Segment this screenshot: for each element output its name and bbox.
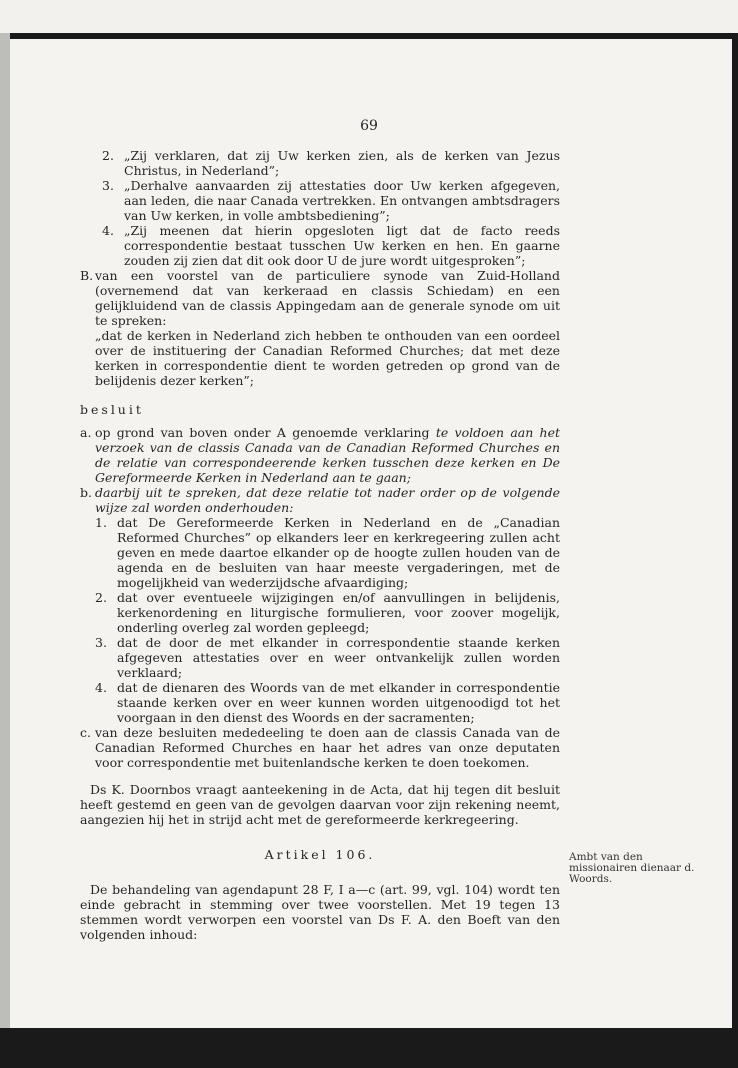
decision-a-plain: op grond van boven onder A genoemde verklaring [95, 425, 436, 440]
item-text: dat de dienaren des Woords van de met elkander in correspondentie staande kerken over en weer kunnen worden uitgenoodigd tot het voorgaan in den dienst des Woords en der sacramenten; [117, 680, 560, 725]
decision-a [80, 425, 560, 485]
item-text: van een voorstel van de particuliere synode van Zuid-Holland (overnemend dat van kerkeraad en classis Schiedam) en een gelijkluidend van de classis Appingedam aan de generale synode om uit te spreken: [95, 268, 560, 328]
item-label: 3. [102, 178, 114, 193]
item-quote: „dat de kerken in Nederland zich hebben te onthouden van een oordeel over de instituering der Canadian Reformed Churches; dat met deze kerken in correspondentie dient te worden getreden op grond van de belijdenis dezer kerken”; [95, 328, 560, 388]
page-content [80, 148, 560, 942]
sub-item [95, 590, 560, 635]
margin-note: Ambt van den missionairen dienaar d. Woords. [569, 851, 695, 885]
item-label: c. [80, 725, 91, 740]
scan-border-right [732, 33, 738, 1033]
item-text: „Zij verklaren, dat zij Uw kerken zien, als de kerken van Jezus Christus, in Nederland”; [124, 148, 560, 178]
item-label: b. [80, 485, 92, 500]
item-b [80, 268, 560, 388]
list-item [102, 148, 560, 178]
item-label: B. [80, 268, 94, 283]
decision-a-italic: te voldoen aan het verzoek van de classis Canada van de Canadian Reformed Churches en de relatie van correspondeerende kerken tusschen deze kerken en De Gereformeerde Kerken in Nederland aan te gaan; [95, 425, 561, 485]
list-item [102, 223, 560, 268]
scan-border-left [0, 33, 10, 1033]
list-item [102, 178, 560, 223]
decision-c [80, 725, 560, 770]
page-number: 69 [360, 118, 378, 134]
item-label: 4. [95, 680, 107, 695]
decision-b-italic: daarbij uit te spreken, dat deze relatie tot nader order op de volgende wijze zal worden onderhouden: [95, 485, 560, 515]
item-text: dat over eventueele wijzigingen en/of aanvullingen in belijdenis, kerkenordening en liturgische formulieren, voor zoover mogelijk, onderling overleg zal worden gepleegd; [117, 590, 560, 635]
sub-item [95, 635, 560, 680]
sub-item [95, 680, 560, 725]
decision-b [80, 485, 560, 515]
item-text: „Zij meenen dat hierin opgesloten ligt dat de facto reeds correspondentie bestaat tusschen Uw kerken en hen. En gaarne zouden zij zien dat dit ook door U de jure wordt uitgesproken”; [124, 223, 560, 268]
item-text: „Derhalve aanvaarden zij attestaties door Uw kerken afgegeven, aan leden, die naar Canada vertrekken. En ontvangen ambtsdragers van Uw kerken, in volle ambtsbediening”; [124, 178, 560, 223]
item-label: 4. [102, 223, 114, 238]
item-label: 2. [95, 590, 107, 605]
besluit-heading: besluit [80, 402, 144, 417]
item-label: 2. [102, 148, 114, 163]
article-heading: Artikel 106. [264, 847, 376, 862]
item-text: dat de door de met elkander in correspondentie staande kerken afgegeven attestaties over en weer ontvankelijk zullen worden verklaard; [117, 635, 560, 680]
item-label: 1. [95, 515, 107, 530]
item-label: 3. [95, 635, 107, 650]
sub-item [95, 515, 560, 590]
article-paragraph: De behandeling van agendapunt 28 F, I a—c (art. 99, vgl. 104) wordt ten einde gebracht in stemming over twee voorstellen. Met 19 tegen 13 stemmen wordt verworpen een voorstel van Ds F. A. den Boeft van den volgenden inhoud: [80, 882, 560, 942]
item-text: van deze besluiten mededeeling te doen aan de classis Canada van de Canadian Reformed Churches en haar het adres van onze deputaten voor correspondentie met buitenlandsche kerken te doen toekomen. [95, 725, 560, 770]
doornbos-paragraph: Ds K. Doornbos vraagt aanteekening in de Acta, dat hij tegen dit besluit heeft gestemd en geen van de gevolgen daarvan voor zijn rekening neemt, aangezien hij het in strijd acht met de gereformeerde kerkregeering. [80, 782, 560, 827]
item-text: dat De Gereformeerde Kerken in Nederland en de „Canadian Reformed Churches” op elkanders leer en kerkregeering zullen acht geven en mede daartoe elkander op de hoogte zullen houden van de agenda en de besluiten van haar meeste vergaderingen, met de mogelijkheid van wederzijdsche afvaardiging; [117, 515, 560, 590]
item-label: a. [80, 425, 92, 440]
scan-border-bottom [0, 1028, 738, 1068]
